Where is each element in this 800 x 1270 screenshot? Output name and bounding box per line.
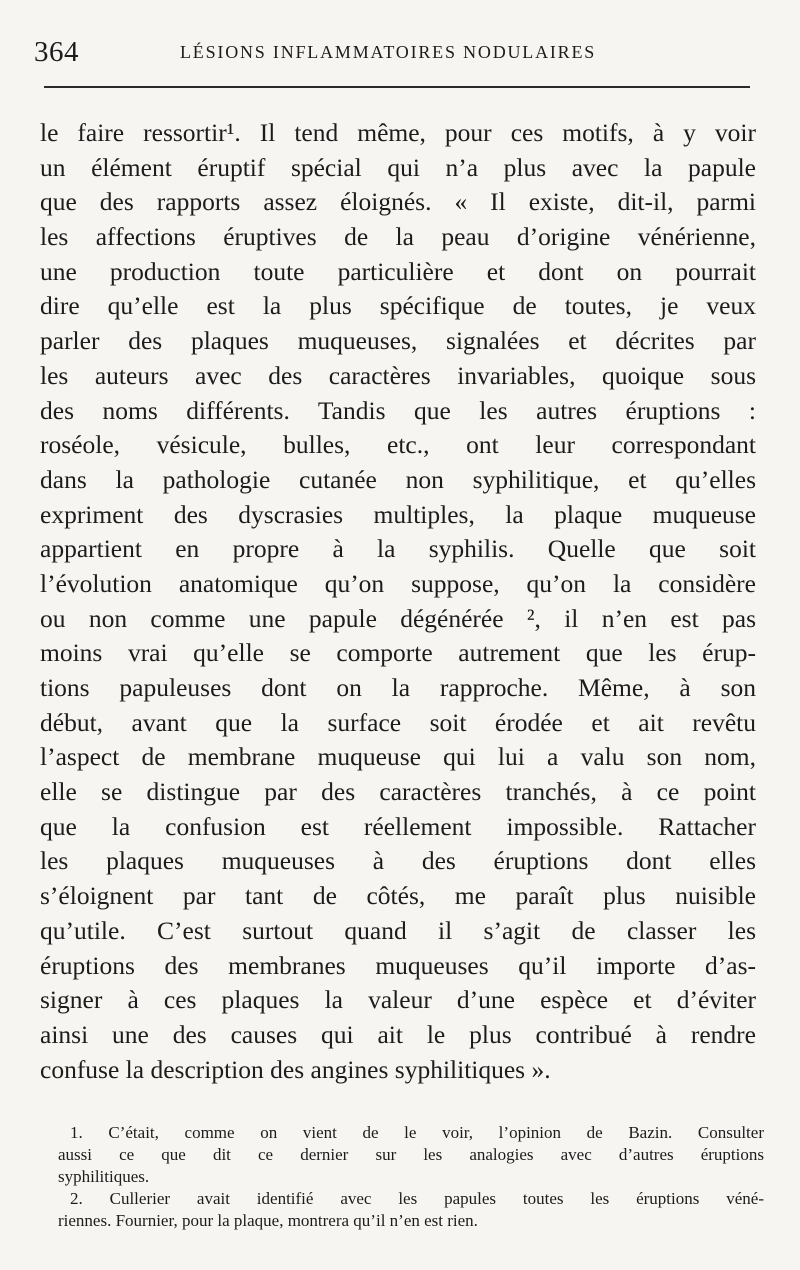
text-line: l’aspect de membrane muqueuse qui lui a valu son nom, — [40, 742, 756, 772]
text-line: des noms différents. Tandis que les autres éruptions : — [40, 395, 756, 425]
footnote-1-line: aussi ce que dit ce dernier sur les analogies avec d’autres éruptions — [58, 1145, 764, 1164]
text-line: qu’utile. C’est surtout quand il s’agit de classer les — [40, 915, 756, 945]
text-line: début, avant que la surface soit érodée et ait revêtu — [40, 707, 756, 737]
text-line: confuse la description des angines syphilitiques ». — [40, 1054, 551, 1084]
footnote-1-line: syphilitiques. — [58, 1167, 150, 1186]
text-line: un élément éruptif spécial qui n’a plus avec la papule — [40, 152, 756, 182]
text-line: que des rapports assez éloignés. « Il existe, dit-il, parmi — [40, 187, 756, 217]
footnote-2-line: riennes. Fournier, pour la plaque, montrera qu’il n’en est rien. — [58, 1211, 478, 1230]
footnote-2-line: 2. Cullerier avait identifié avec les papules toutes les éruptions véné- — [70, 1189, 764, 1208]
text-line: moins vrai qu’elle se comporte autrement que les érup- — [40, 638, 756, 668]
text-line: signer à ces plaques la valeur d’une espèce et d’éviter — [40, 985, 756, 1015]
text-line: parler des plaques muqueuses, signalées et décrites par — [40, 326, 756, 356]
footnote-1-line: 1. C’était, comme on vient de le voir, l’opinion de Bazin. Consulter — [70, 1123, 764, 1142]
text-line: les auteurs avec des caractères invariables, quoique sous — [40, 360, 756, 390]
text-line: roséole, vésicule, bulles, etc., ont leur correspondant — [40, 430, 756, 460]
text-line: appartient en propre à la syphilis. Quelle que soit — [40, 534, 756, 564]
text-line: dire qu’elle est la plus spécifique de toutes, je veux — [40, 291, 756, 321]
text-line: le faire ressortir¹. Il tend même, pour ces motifs, à y voir — [40, 118, 756, 147]
footnotes — [58, 1122, 764, 1232]
text-line: s’éloignent par tant de côtés, me paraît plus nuisible — [40, 881, 756, 911]
text-line: ainsi une des causes qui ait le plus contribué à rendre — [40, 1019, 756, 1049]
page-number: 364 — [34, 36, 79, 68]
text-line: une production toute particulière et dont on pourrait — [40, 256, 756, 286]
text-line: que la confusion est réellement impossible. Rattacher — [40, 811, 756, 841]
text-line: les plaques muqueuses à des éruptions dont elles — [40, 846, 756, 876]
text-line: tions papuleuses dont on la rapproche. Même, à son — [40, 673, 756, 702]
text-line: expriment des dyscrasies multiples, la plaque muqueuse — [40, 499, 756, 529]
text-line: elle se distingue par des caractères tranchés, à ce point — [40, 777, 756, 807]
text-line: les affections éruptives de la peau d’origine vénérienne, — [40, 222, 756, 252]
text-line: ou non comme une papule dégénérée ², il n’en est pas — [40, 603, 756, 633]
text-line: dans la pathologie cutanée non syphilitique, et qu’elles — [40, 464, 756, 494]
running-title: LÉSIONS INFLAMMATOIRES NODULAIRES — [180, 42, 597, 62]
page-header — [34, 34, 764, 70]
main-text — [40, 116, 756, 1087]
text-line: l’évolution anatomique qu’on suppose, qu’on la considère — [40, 568, 756, 598]
header-rule — [44, 86, 750, 88]
text-line: éruptions des membranes muqueuses qu’il importe d’as- — [40, 950, 756, 980]
